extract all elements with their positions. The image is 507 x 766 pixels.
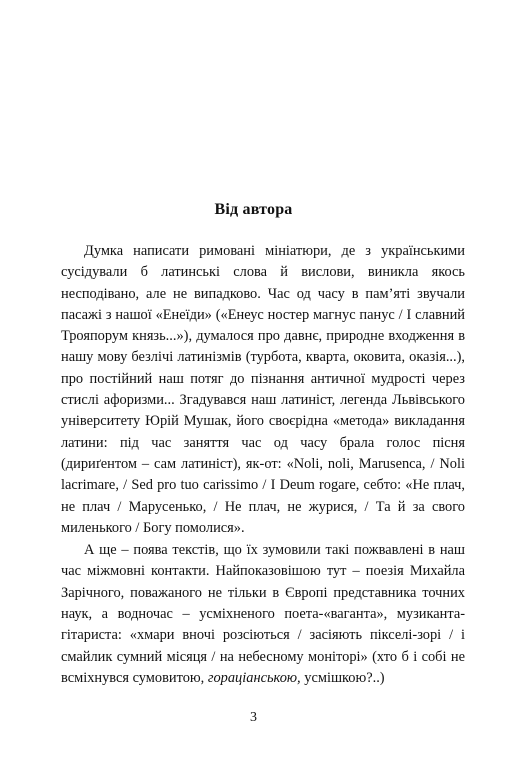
paragraph-2 <box>61 540 465 689</box>
paragraph-2-text-end: усмішкою?..) <box>300 669 385 686</box>
section-heading: Від автора <box>214 201 293 218</box>
paragraph-2-text-start: А ще – поява текстів, що їх зумовили такі пожвавлені в наш час міжмовні контакти. Найпоказовішою тут – поезія Михайла Зарічного, поважаного не тільки в Європі представника точних наук, а водночас – усміхненого поета-«ваганта», музиканта-гітариста: «хмари вночі розсіються / засіяють пікселі-зорі / і смайлик сумний місяця / на небесному моніторі» (хто б і собі не всміхнувся сумовитою, <box>61 542 465 686</box>
page-number: 3 <box>250 710 257 725</box>
paragraph-2-italic-word: горацiанською, <box>207 669 301 686</box>
paragraph-1: Думка написати римовані мініатюри, де з українськими сусідували б латинські слова й вислови, виникла якось несподівано, але не випадково. Час од часу в пам’яті звучали пасажі з нашої «Енеїди» («Енеус ностер магнус панус / І славний Трояпорум князь...»), думалося про давнє, природне входження в нашу мову безлічі латинізмів (турбота, кварта, оковита, оказія...), про постійний наш потяг до пізнання античної мудрості через стислі афоризми... Згадувався наш латиніст, легенда Львівського університету Юрій Мушак, його своєрідна «метода» викладання латини: під час заняття час од часу брала голос пісня (дириґентом – сам латиніст), як-от: «Noli, noli, Marusenca, / Noli lacrimare, / Sed pro tuo carissimo / I Deum rogare, себто: «Не плач, не плач / Марусенько, / Не плач, не журися, / Та й за свого миленького / Богу помолися». <box>61 243 465 536</box>
body-text <box>61 241 465 689</box>
